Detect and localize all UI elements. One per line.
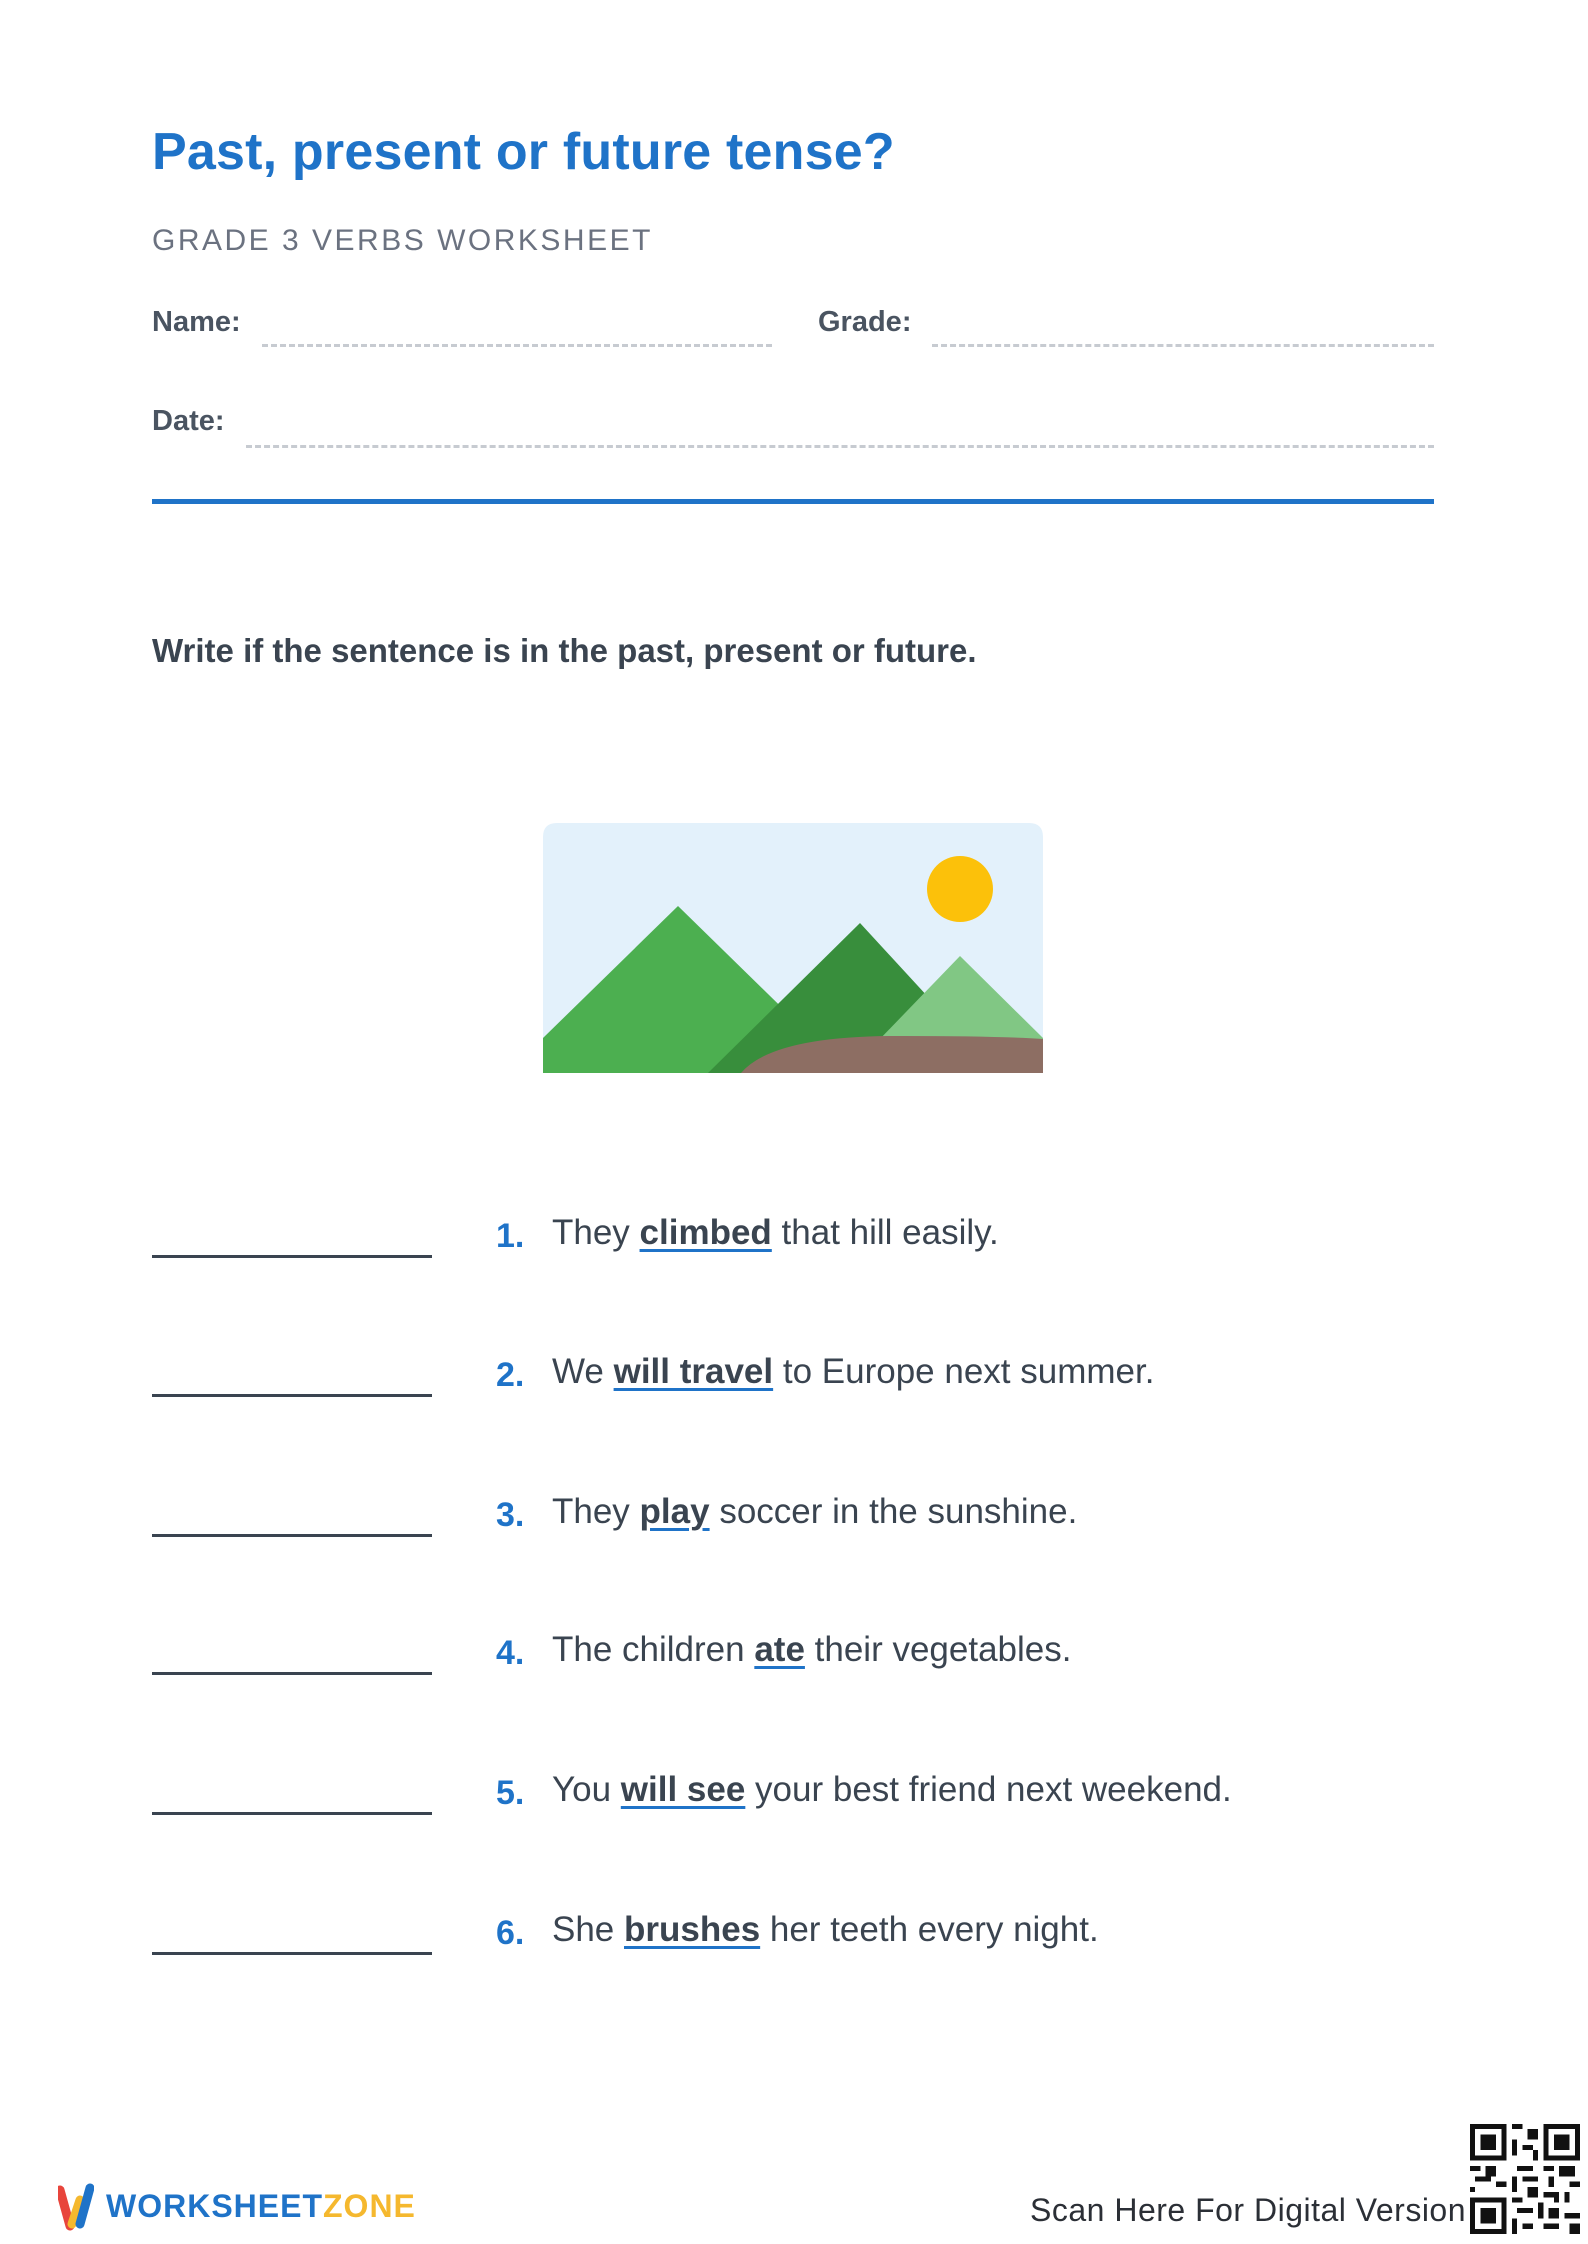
instruction-text: Write if the sentence is in the past, present or future. [152,632,977,669]
grade-field-line[interactable] [932,344,1434,347]
logo-w-icon [58,2178,94,2234]
sentence-start: She [552,1910,624,1949]
question-sentence [552,1910,1099,1950]
verb-underlined: ate [754,1630,805,1669]
sentence-end: that hill easily. [771,1213,999,1252]
logo-text-zone: ZONE [323,2188,416,2224]
sentence-end: soccer in the sunshine. [709,1492,1078,1531]
question-sentence [552,1492,1077,1532]
question-number: 1. [496,1217,525,1255]
sentence-start: You [552,1770,621,1809]
question-sentence [552,1770,1232,1810]
question-row [0,1612,1588,1702]
sentence-start: They [552,1213,640,1252]
sentence-start: We [552,1352,614,1391]
question-row [0,1752,1588,1842]
mountain-landscape-picture [543,823,1043,1073]
question-row [0,1334,1588,1424]
question-row [0,1195,1588,1285]
logo-text-worksheet: WORKSHEET [106,2188,323,2224]
name-label: Name: [152,306,241,338]
question-row [0,1474,1588,1564]
worksheet-subtitle: GRADE 3 VERBS WORKSHEET [152,224,653,257]
answer-line[interactable] [152,1952,432,1955]
header-divider [152,499,1434,504]
date-label: Date: [152,405,225,437]
verb-underlined: play [639,1492,710,1531]
qr-code-icon[interactable] [1470,2124,1580,2234]
answer-line[interactable] [152,1255,432,1258]
question-number: 6. [496,1914,525,1952]
question-sentence [552,1630,1071,1670]
question-number: 4. [496,1634,525,1672]
sentence-start: The children [552,1630,755,1669]
sentence-end: to Europe next summer. [773,1352,1155,1391]
sentence-end: your best friend next weekend. [745,1770,1232,1809]
answer-line[interactable] [152,1672,432,1675]
question-row [0,1892,1588,1982]
verb-underlined: climbed [639,1213,772,1252]
date-field-line[interactable] [246,445,1434,448]
answer-line[interactable] [152,1534,432,1537]
question-number: 2. [496,1356,525,1394]
grade-label: Grade: [818,306,912,338]
worksheet-title: Past, present or future tense? [152,123,895,181]
sentence-end: her teeth every night. [760,1910,1099,1949]
logo-wordmark [106,2188,416,2225]
sentence-end: their vegetables. [804,1630,1072,1669]
sun-icon [927,856,993,922]
verb-underlined: will travel [613,1352,774,1391]
name-field-line[interactable] [262,344,772,347]
verb-underlined: brushes [624,1910,761,1949]
worksheetzone-logo[interactable] [58,2178,418,2238]
question-number: 3. [496,1496,525,1534]
scan-instruction: Scan Here For Digital Version [1030,2192,1467,2228]
answer-line[interactable] [152,1394,432,1397]
answer-line[interactable] [152,1812,432,1815]
sentence-start: They [552,1492,640,1531]
question-sentence [552,1213,999,1253]
verb-underlined: will see [620,1770,746,1809]
question-sentence [552,1352,1154,1392]
question-number: 5. [496,1774,525,1812]
